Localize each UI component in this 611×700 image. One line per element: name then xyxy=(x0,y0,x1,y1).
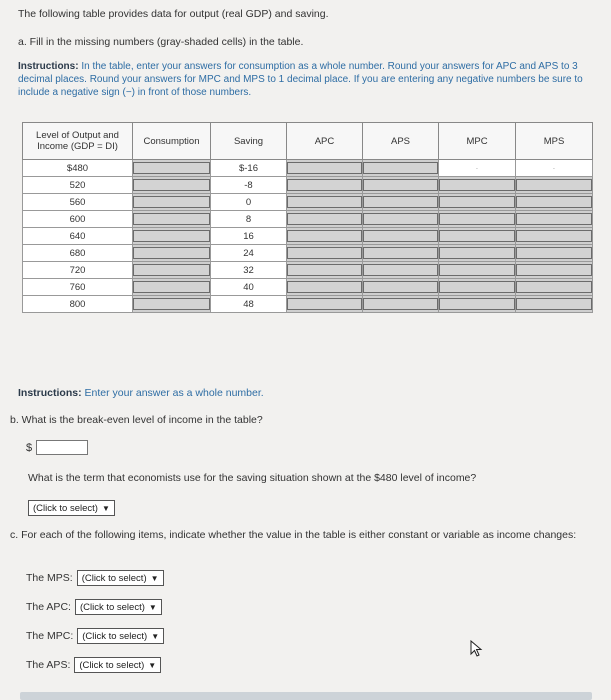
mps-cell xyxy=(516,194,593,211)
consumption-cell xyxy=(133,228,211,245)
table-row xyxy=(23,245,593,262)
aps-cell-input[interactable] xyxy=(363,162,438,174)
aps-select-label: (Click to select) xyxy=(79,659,145,671)
mps-cell-input[interactable] xyxy=(516,298,592,310)
table-row xyxy=(23,279,593,296)
mps-cell-input[interactable] xyxy=(516,196,592,208)
horizontal-scrollbar[interactable] xyxy=(20,692,592,700)
aps-cell xyxy=(363,262,439,279)
apc-cell-input[interactable] xyxy=(287,196,362,208)
mpc-cell xyxy=(439,194,516,211)
mpc-cell-input[interactable] xyxy=(439,196,515,208)
chevron-down-icon: ▼ xyxy=(148,602,157,612)
saving-cell: 40 xyxy=(211,279,287,296)
mps-cell xyxy=(516,177,593,194)
apc-cell-input[interactable] xyxy=(287,281,362,293)
table-row xyxy=(23,160,593,177)
mpc-cell-input[interactable] xyxy=(439,264,515,276)
apc-cell xyxy=(287,194,363,211)
data-table xyxy=(22,122,593,313)
aps-select[interactable] xyxy=(74,657,161,673)
mpc-cell xyxy=(439,245,516,262)
consumption-cell-input[interactable] xyxy=(133,247,210,259)
mps-cell-input[interactable] xyxy=(516,247,592,259)
intro-text: The following table provides data for output (real GDP) and saving. xyxy=(18,8,329,20)
header-consumption: Consumption xyxy=(133,123,211,160)
aps-cell xyxy=(363,160,439,177)
table-row xyxy=(23,296,593,313)
mpc-row xyxy=(26,628,164,644)
apc-label: The APC: xyxy=(26,601,71,613)
apc-cell xyxy=(287,160,363,177)
aps-label: The APS: xyxy=(26,659,71,671)
mps-cell xyxy=(516,228,593,245)
aps-cell xyxy=(363,296,439,313)
consumption-cell xyxy=(133,262,211,279)
apc-cell-input[interactable] xyxy=(287,298,362,310)
aps-cell-input[interactable] xyxy=(363,196,438,208)
instructions-b-label: Instructions: xyxy=(18,387,82,399)
aps-cell-input[interactable] xyxy=(363,264,438,276)
saving-cell: 48 xyxy=(211,296,287,313)
saving-cell: 0 xyxy=(211,194,287,211)
level-cell: 760 xyxy=(23,279,133,296)
aps-cell-input[interactable] xyxy=(363,179,438,191)
mpc-cell-input[interactable] xyxy=(439,230,515,242)
aps-cell-input[interactable] xyxy=(363,230,438,242)
consumption-cell-input[interactable] xyxy=(133,196,210,208)
aps-cell xyxy=(363,194,439,211)
mps-cell-input[interactable] xyxy=(516,179,592,191)
mps-cell xyxy=(516,262,593,279)
aps-cell-input[interactable] xyxy=(363,281,438,293)
part-b-term-question: What is the term that economists use for the saving situation shown at the $480 level of income? xyxy=(28,472,477,484)
data-table-wrap xyxy=(22,122,592,313)
break-even-answer-row xyxy=(26,440,88,455)
mpc-cell xyxy=(439,296,516,313)
mpc-select-label: (Click to select) xyxy=(82,630,148,642)
level-cell: 520 xyxy=(23,177,133,194)
saving-cell: -8 xyxy=(211,177,287,194)
mps-cell xyxy=(516,211,593,228)
mpc-cell-input[interactable] xyxy=(439,179,515,191)
mps-row xyxy=(26,570,164,586)
apc-cell-input[interactable] xyxy=(287,264,362,276)
aps-cell xyxy=(363,211,439,228)
blank-marker: · xyxy=(552,163,556,173)
part-a-question: a. Fill in the missing numbers (gray-shaded cells) in the table. xyxy=(18,36,304,48)
aps-row xyxy=(26,657,161,673)
apc-cell-input[interactable] xyxy=(287,162,362,174)
consumption-cell xyxy=(133,160,211,177)
aps-cell-input[interactable] xyxy=(363,213,438,225)
table-row xyxy=(23,211,593,228)
saving-cell: 24 xyxy=(211,245,287,262)
saving-cell: 8 xyxy=(211,211,287,228)
level-cell: 640 xyxy=(23,228,133,245)
mouse-cursor-icon xyxy=(470,640,484,658)
saving-cell: $-16 xyxy=(211,160,287,177)
level-cell: 720 xyxy=(23,262,133,279)
apc-cell xyxy=(287,245,363,262)
mpc-cell-input[interactable] xyxy=(439,281,515,293)
aps-cell xyxy=(363,245,439,262)
level-cell: 680 xyxy=(23,245,133,262)
saving-cell: 16 xyxy=(211,228,287,245)
mpc-cell-input[interactable] xyxy=(439,298,515,310)
apc-cell xyxy=(287,211,363,228)
mpc-select[interactable] xyxy=(77,628,164,644)
apc-cell-input[interactable] xyxy=(287,213,362,225)
mps-select[interactable] xyxy=(77,570,164,586)
saving-term-select-label: (Click to select) xyxy=(33,502,98,514)
consumption-cell-input[interactable] xyxy=(133,264,210,276)
instructions-b-text: Enter your answer as a whole number. xyxy=(81,387,264,399)
instructions-a-text: In the table, enter your answers for consumption as a whole number. Round your answers for APC and APS to 3 decimal places. Round your answers for MPC and MPS to 1 decimal place. If you are entering any negative numbers be sure to include a negative sign (−) in front of those numbers. xyxy=(18,61,583,98)
mpc-label: The MPC: xyxy=(26,630,74,642)
apc-cell-input[interactable] xyxy=(287,179,362,191)
chevron-down-icon: ▼ xyxy=(151,631,160,641)
saving-term-select[interactable] xyxy=(28,500,115,516)
mpc-cell xyxy=(439,211,516,228)
aps-cell xyxy=(363,228,439,245)
mps-cell xyxy=(516,245,593,262)
currency-symbol: $ xyxy=(26,441,33,454)
part-c-question: c. For each of the following items, indicate whether the value in the table is either constant or variable as income changes: xyxy=(10,529,577,541)
chevron-down-icon: ▼ xyxy=(148,660,157,670)
consumption-cell xyxy=(133,177,211,194)
consumption-cell-input[interactable] xyxy=(133,162,210,174)
mps-select-label: (Click to select) xyxy=(81,572,147,584)
level-cell: 600 xyxy=(23,211,133,228)
mps-cell-input[interactable] xyxy=(516,213,592,225)
chevron-down-icon: ▼ xyxy=(150,573,159,583)
consumption-cell-input[interactable] xyxy=(133,179,210,191)
apc-cell-input[interactable] xyxy=(287,230,362,242)
table-row xyxy=(23,177,593,194)
mps-cell-input[interactable] xyxy=(516,264,592,276)
mpc-cell xyxy=(439,228,516,245)
consumption-cell xyxy=(133,211,211,228)
mpc-cell xyxy=(439,160,516,177)
instructions-a xyxy=(18,60,600,99)
apc-row xyxy=(26,599,162,615)
table-row xyxy=(23,228,593,245)
mps-label: The MPS: xyxy=(26,572,73,584)
aps-cell xyxy=(363,279,439,296)
saving-cell: 32 xyxy=(211,262,287,279)
apc-select-label: (Click to select) xyxy=(79,601,145,613)
consumption-cell-input[interactable] xyxy=(133,213,210,225)
apc-cell xyxy=(287,177,363,194)
aps-cell-input[interactable] xyxy=(363,298,438,310)
header-apc: APC xyxy=(287,123,363,160)
consumption-cell xyxy=(133,245,211,262)
level-cell: 560 xyxy=(23,194,133,211)
level-cell: $480 xyxy=(23,160,133,177)
mps-cell xyxy=(516,160,593,177)
table-row xyxy=(23,194,593,211)
header-aps: APS xyxy=(363,123,439,160)
mpc-cell xyxy=(439,279,516,296)
consumption-cell xyxy=(133,279,211,296)
mpc-cell-input[interactable] xyxy=(439,247,515,259)
mpc-cell xyxy=(439,177,516,194)
table-row xyxy=(23,262,593,279)
level-cell: 800 xyxy=(23,296,133,313)
mps-cell xyxy=(516,296,593,313)
apc-cell-input[interactable] xyxy=(287,247,362,259)
consumption-cell-input[interactable] xyxy=(133,230,210,242)
apc-cell xyxy=(287,279,363,296)
instructions-a-label: Instructions: xyxy=(18,61,79,72)
mps-cell-input[interactable] xyxy=(516,230,592,242)
consumption-cell-input[interactable] xyxy=(133,281,210,293)
table-header-row xyxy=(23,123,593,160)
apc-select[interactable] xyxy=(75,599,162,615)
blank-marker: · xyxy=(475,163,479,173)
aps-cell-input[interactable] xyxy=(363,247,438,259)
mpc-cell-input[interactable] xyxy=(439,213,515,225)
consumption-cell xyxy=(133,194,211,211)
mps-cell-input[interactable] xyxy=(516,281,592,293)
mpc-cell xyxy=(439,262,516,279)
header-mpc: MPC xyxy=(439,123,516,160)
mps-cell xyxy=(516,279,593,296)
consumption-cell-input[interactable] xyxy=(133,298,210,310)
apc-cell xyxy=(287,228,363,245)
break-even-input[interactable] xyxy=(36,440,88,455)
header-saving: Saving xyxy=(211,123,287,160)
header-level: Level of Output and Income (GDP = DI) xyxy=(23,123,133,160)
apc-cell xyxy=(287,296,363,313)
chevron-down-icon: ▼ xyxy=(101,503,110,513)
header-mps: MPS xyxy=(516,123,593,160)
consumption-cell xyxy=(133,296,211,313)
instructions-b xyxy=(18,387,264,399)
aps-cell xyxy=(363,177,439,194)
part-b-question: b. What is the break-even level of income in the table? xyxy=(10,414,263,426)
apc-cell xyxy=(287,262,363,279)
